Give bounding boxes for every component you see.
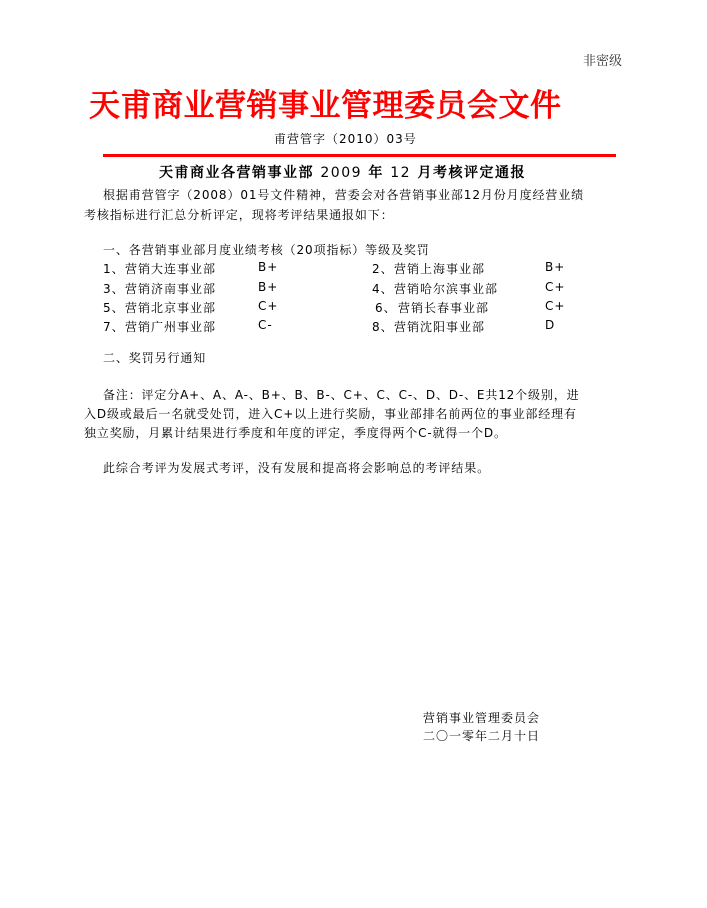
section-1-heading: 一、各营销事业部月度业绩考核（20项指标）等级及奖罚: [103, 243, 430, 257]
notice-title-part1: 天甫商业各营销事业部: [159, 165, 314, 181]
grade-value: C+: [545, 299, 566, 313]
document-header-title: 天甫商业营销事业管理委员会文件: [89, 88, 562, 124]
grade-no: 6、: [375, 301, 397, 315]
notice-title-part3: 月考核评定通报: [417, 165, 526, 181]
issuer-signature: 营销事业管理委员会: [423, 711, 541, 725]
section-2-heading: 二、奖罚另行通知: [103, 351, 207, 365]
notice-title: [159, 162, 526, 182]
grade-no: 4、: [372, 282, 394, 296]
grade-no: 5、: [103, 301, 125, 315]
grade-dept: 营销大连事业部: [125, 262, 217, 276]
grade-value: C+: [258, 299, 279, 313]
notice-title-part2: 年: [368, 165, 384, 181]
grade-value: B+: [258, 260, 279, 274]
grade-no: 8、: [372, 320, 394, 334]
grade-dept: 营销北京事业部: [125, 301, 217, 315]
grade-value: C-: [258, 318, 273, 332]
grade-no: 7、: [103, 320, 125, 334]
grade-dept: 营销上海事业部: [394, 262, 486, 276]
remarks-line-1: 备注：评定分A+、A、A-、B+、B、B-、C+、C、C-、D、D-、E共12个级别，进: [103, 388, 580, 402]
classification-label: 非密级: [583, 54, 623, 69]
grade-dept: 营销哈尔滨事业部: [394, 282, 499, 296]
issue-date: 二〇一零年二月十日: [423, 729, 541, 743]
notice-title-year: 2009: [320, 165, 363, 181]
red-divider-line: [103, 154, 616, 157]
summary-statement: 此综合考评为发展式考评，没有发展和提高将会影响总的考评结果。: [103, 461, 491, 475]
grade-dept: 营销沈阳事业部: [394, 320, 486, 334]
grade-dept: 营销济南事业部: [125, 282, 217, 296]
grade-no: 1、: [103, 262, 125, 276]
intro-line-1: 根据甫营管字（2008）01号文件精神，营委会对各营销事业部12月份月度经营业绩: [103, 188, 585, 202]
grade-no: 2、: [372, 262, 394, 276]
remarks-line-2: 入D级或最后一名就受处罚，进入C+以上进行奖励，事业部排名前两位的事业部经理有: [84, 407, 577, 421]
intro-line-2: 考核指标进行汇总分析评定，现将考评结果通报如下：: [84, 208, 394, 222]
grade-value: B+: [258, 280, 279, 294]
grade-dept: 营销长春事业部: [398, 301, 490, 315]
grade-value: C+: [545, 280, 566, 294]
grade-no: 3、: [103, 282, 125, 296]
document-number: 甫营管字（2010）03号: [274, 132, 417, 146]
grade-dept: 营销广州事业部: [125, 320, 217, 334]
remarks-line-3: 独立奖励，月累计结果进行季度和年度的评定，季度得两个C-就得一个D。: [84, 426, 507, 440]
grade-value: B+: [545, 260, 566, 274]
notice-title-month: 12: [390, 165, 412, 181]
grade-value: D: [545, 318, 556, 332]
